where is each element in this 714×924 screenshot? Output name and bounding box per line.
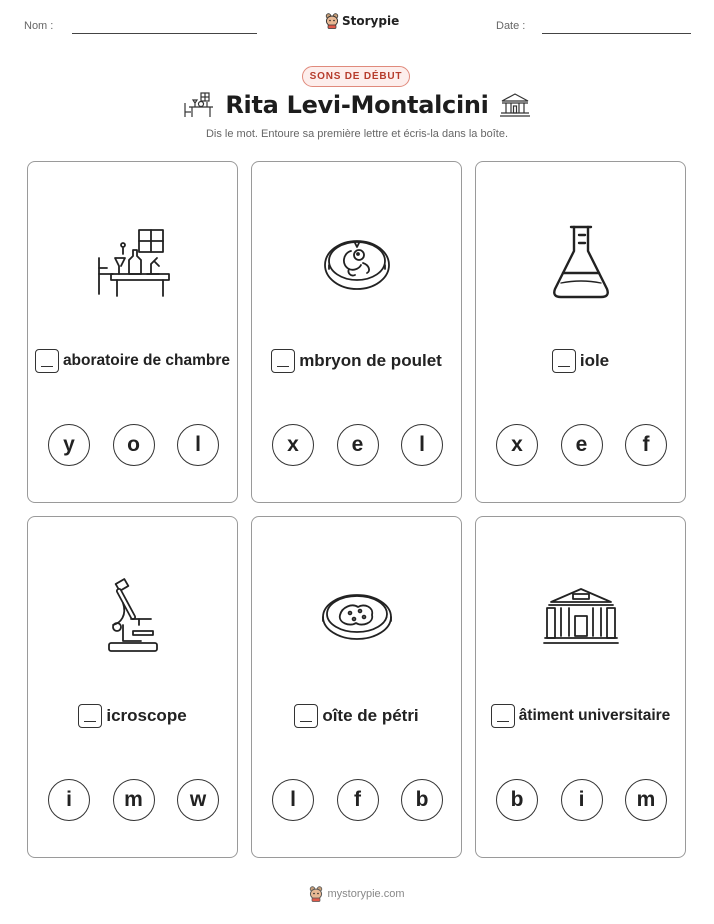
chicken-embryo-icon: [321, 229, 393, 295]
name-label: Nom :: [24, 20, 54, 32]
letter-choice[interactable]: o: [113, 424, 155, 466]
letter-choice[interactable]: x: [496, 424, 538, 466]
letter-choice[interactable]: f: [625, 424, 667, 466]
storypie-mascot-icon: [309, 886, 323, 902]
card-picture: [252, 577, 461, 657]
word-card-1: [27, 161, 238, 503]
footer: [0, 886, 714, 902]
brand-name: Storypie: [342, 14, 400, 28]
letter-choice[interactable]: i: [561, 779, 603, 821]
letter-choice[interactable]: f: [337, 779, 379, 821]
brand-logo: [325, 13, 399, 29]
title-row: [0, 91, 714, 119]
letter-choice[interactable]: y: [48, 424, 90, 466]
answer-box[interactable]: [552, 349, 576, 373]
letter-choice[interactable]: i: [48, 779, 90, 821]
card-picture: [28, 222, 237, 302]
letter-choices: [496, 424, 667, 466]
date-label: Date :: [496, 20, 526, 32]
partial-word: iole: [579, 351, 610, 370]
letter-choice[interactable]: b: [496, 779, 538, 821]
answer-box[interactable]: [271, 349, 295, 373]
word-row: [28, 704, 237, 728]
card-picture: [28, 577, 237, 657]
card-picture: [252, 222, 461, 302]
letter-choices: [272, 779, 443, 821]
letter-choice[interactable]: b: [401, 779, 443, 821]
letter-choices: [496, 779, 667, 821]
answer-box[interactable]: [78, 704, 102, 728]
partial-word: aboratoire de chambre: [62, 352, 231, 369]
word-row: [476, 349, 685, 373]
word-card-3: [475, 161, 686, 503]
lab-room-icon: [183, 91, 215, 119]
letter-choices: [272, 424, 443, 466]
word-card-2: [251, 161, 462, 503]
letter-choice[interactable]: m: [113, 779, 155, 821]
letter-choice[interactable]: e: [337, 424, 379, 466]
partial-word: icroscope: [106, 706, 187, 725]
university-building-icon: [543, 586, 619, 648]
letter-choice[interactable]: e: [561, 424, 603, 466]
flask-icon: [549, 223, 613, 301]
word-card-4: [27, 516, 238, 858]
microscope-icon: [103, 577, 163, 657]
word-row: [252, 704, 461, 728]
word-row: [476, 704, 685, 728]
letter-choice[interactable]: m: [625, 779, 667, 821]
footer-url[interactable]: mystorypie.com: [327, 888, 405, 900]
word-card-6: [475, 516, 686, 858]
petri-dish-icon: [320, 587, 394, 647]
answer-box[interactable]: [294, 704, 318, 728]
partial-word: mbryon de poulet: [299, 351, 442, 370]
letter-choice[interactable]: x: [272, 424, 314, 466]
word-row: [252, 349, 461, 373]
letter-choice[interactable]: l: [401, 424, 443, 466]
letter-choices: [48, 779, 219, 821]
date-line[interactable]: [542, 33, 691, 34]
letter-choice[interactable]: l: [272, 779, 314, 821]
word-row: [28, 349, 237, 373]
instructions: Dis le mot. Entoure sa première lettre et écris-la dans la boîte.: [205, 128, 509, 140]
partial-word: oîte de pétri: [322, 706, 419, 725]
card-picture: [476, 577, 685, 657]
card-picture: [476, 222, 685, 302]
category-badge: SONS DE DÉBUT: [302, 66, 410, 87]
word-card-5: [251, 516, 462, 858]
partial-word: âtiment universitaire: [518, 707, 671, 724]
university-building-icon: [499, 92, 531, 118]
letter-choice[interactable]: l: [177, 424, 219, 466]
answer-box[interactable]: [491, 704, 515, 728]
name-line[interactable]: [72, 33, 257, 34]
page-title: Rita Levi-Montalcini: [225, 91, 489, 119]
storypie-mascot-icon: [325, 13, 339, 29]
letter-choices: [48, 424, 219, 466]
answer-box[interactable]: [35, 349, 59, 373]
letter-choice[interactable]: w: [177, 779, 219, 821]
lab-room-icon: [93, 224, 173, 300]
